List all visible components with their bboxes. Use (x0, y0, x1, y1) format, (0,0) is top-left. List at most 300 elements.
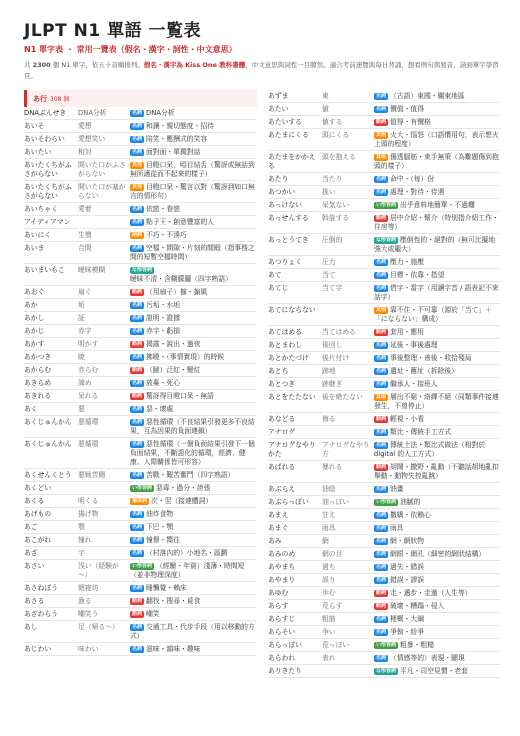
word-kanji: 諦め (78, 378, 92, 387)
word-meaning-cell (374, 428, 501, 437)
word-kana: あかす (24, 339, 45, 348)
word-kana: あまぐ (268, 523, 289, 532)
word-meaning-cell (374, 415, 501, 424)
word-kanji: 浅い（経験が～） (78, 561, 119, 579)
word-kana: あこがれ (24, 535, 52, 544)
word-kana: あとまわし (268, 340, 302, 349)
word-meaning: 目標・依靠・指望 (390, 270, 445, 279)
word-meaning-cell (374, 524, 501, 533)
word-meaning: 憧憬・嚮往 (146, 535, 180, 544)
word-row (268, 151, 501, 173)
word-meaning-cell (130, 610, 257, 619)
word-row (268, 234, 501, 256)
word-row (24, 582, 257, 595)
word-meaning: 點子王・創意豐富的人 (146, 217, 214, 226)
word-meaning: 驚訝得目瞪口呆・無語 (146, 391, 214, 400)
word-kana: DNAぶんせき (24, 108, 67, 117)
word-kana: あみ (268, 536, 282, 545)
word-kana: あくじゅんかん (24, 417, 72, 426)
word-kanji: 歩む (322, 588, 336, 597)
word-kana: あくる (24, 496, 45, 505)
word-kana: あじわい (24, 644, 52, 653)
word-row (24, 159, 257, 181)
word-meaning-cell (130, 288, 257, 297)
word-meaning: 陪笑・應酬式的笑容 (146, 134, 208, 143)
word-row (24, 534, 257, 547)
pos-badge: 其他 (132, 183, 143, 190)
word-meaning-cell (130, 353, 257, 362)
word-kanji: 開いた口が塞がらない (78, 182, 126, 200)
pos-badge: 名詞 (376, 441, 387, 448)
word-kanji: 相対 (78, 147, 92, 156)
word-kanji: 網の目 (322, 549, 343, 558)
word-kana: あかつき (24, 352, 52, 361)
word-kana: あとつぎ (268, 379, 296, 388)
word-meaning: 輕視・小看 (390, 414, 424, 423)
pos-badge: 名詞 (376, 524, 387, 531)
word-meaning-cell (374, 271, 501, 280)
word-row (268, 426, 501, 439)
pos-badge: い形容詞 (376, 641, 397, 648)
word-meaning: 值得・有價格 (390, 117, 431, 126)
word-meaning-cell (130, 497, 257, 506)
pos-badge: 名詞 (132, 301, 143, 308)
word-row (24, 364, 257, 377)
pos-badge: 其他 (376, 306, 387, 313)
pos-badge: 名詞 (376, 105, 387, 112)
word-meaning-cell (130, 645, 257, 654)
word-kanji: 証 (78, 313, 85, 322)
word-row (268, 561, 501, 574)
word-meaning-cell (130, 135, 257, 144)
word-kanji: 油絵 (322, 484, 336, 493)
word-row (24, 107, 257, 120)
word-kanji: 圧倒的 (322, 235, 343, 244)
word-meaning: 命中・（每）份 (390, 174, 435, 183)
word-meaning: 赤字・虧損 (146, 326, 180, 335)
word-kanji: 憧れ (78, 535, 92, 544)
word-meaning-cell (374, 258, 501, 267)
word-kana: あく (24, 404, 38, 413)
word-meaning-cell (374, 485, 501, 494)
word-meaning: 傷透腦筋・束手無策（為難題傷到抱頭的樣子） (374, 152, 499, 170)
word-meaning-cell (130, 584, 257, 593)
word-kanji: 後回し (322, 340, 343, 349)
word-meaning: 壓力・施壓 (390, 257, 424, 266)
word-meaning-cell (374, 463, 501, 481)
word-row (24, 595, 257, 608)
word-meaning-cell (130, 418, 257, 436)
word-kana: あかし (24, 313, 45, 322)
word-meaning: 套用・應用 (390, 327, 424, 336)
word-meaning-cell (374, 105, 501, 114)
word-row (268, 129, 501, 151)
word-kanji: 味わい (78, 644, 99, 653)
word-kanji: 値 (322, 104, 329, 113)
word-row (24, 495, 257, 508)
word-kanji: 赤らむ (78, 365, 99, 374)
word-kana: あやまり (268, 575, 296, 584)
pos-badge: 動詞 (132, 366, 143, 373)
word-kanji: 明くる (78, 496, 99, 505)
word-row (268, 304, 501, 326)
word-kanji: 網 (322, 536, 329, 545)
word-kanji: 斡旋する (322, 213, 350, 222)
word-meaning: 嘲笑 (146, 609, 160, 618)
pos-badge: な形容詞 (376, 667, 397, 674)
word-row (24, 120, 257, 133)
word-kana: あらわれ (268, 653, 296, 662)
word-kana: あみのめ (268, 549, 296, 558)
pos-badge: 名詞 (376, 654, 387, 661)
word-kanji: 垢 (78, 300, 85, 309)
word-kana: あとかたづけ (268, 353, 309, 362)
word-kanji: 誤り (322, 575, 336, 584)
word-meaning: 拂曉・（事情實現）的時候 (146, 352, 225, 361)
word-meaning: 面對面・單獨對話 (146, 147, 201, 156)
pos-badge: 名詞 (132, 109, 143, 116)
word-row (24, 390, 257, 403)
word-row (24, 438, 257, 469)
word-meaning-cell (130, 244, 257, 262)
word-meaning-cell (130, 366, 257, 375)
word-row (24, 325, 257, 338)
word-meaning-cell (130, 440, 257, 467)
word-kana: あつりょく (268, 257, 302, 266)
word-kanji (78, 218, 130, 227)
pos-badge: 名詞 (132, 645, 143, 652)
word-meaning: 油畫 (390, 484, 404, 493)
word-meaning-cell (374, 175, 501, 184)
word-meaning: 滋味・韻味・趣味 (146, 644, 201, 653)
word-row (268, 548, 501, 561)
word-meaning: 破壞・糟蹋・侵入 (390, 601, 445, 610)
word-kanji (322, 428, 374, 437)
word-meaning-cell (374, 284, 501, 302)
pos-badge: 名詞 (376, 511, 387, 518)
pos-badge: 動詞 (132, 288, 143, 295)
word-row (268, 90, 501, 103)
word-kana: あいそ (24, 121, 45, 130)
word-meaning: 惡・壞處 (146, 404, 174, 413)
word-kanji: 頭を抱える (322, 152, 356, 161)
pos-badge: 動詞 (132, 597, 143, 604)
word-meaning-cell (374, 498, 501, 507)
word-kanji: 荒っぽい (322, 640, 350, 649)
pos-badge: 動詞 (376, 118, 387, 125)
word-meaning: 居中介紹・幫介（特別指介紹工作・住房等） (374, 213, 499, 231)
word-row (268, 365, 501, 378)
word-row (24, 242, 257, 264)
word-meaning: 胡鬧・撒野・亂動（不聽話胡地亂扣舉動・動物失控亂跳） (374, 462, 499, 480)
pos-badge: 名詞 (376, 550, 387, 557)
word-row (268, 626, 501, 639)
word-meaning-cell (374, 511, 501, 520)
pos-badge: 名詞 (376, 537, 387, 544)
word-kanji (322, 667, 374, 676)
word-meaning: 延後・事後處理 (390, 340, 438, 349)
word-meaning-cell (130, 231, 257, 240)
word-list-left (24, 107, 257, 656)
word-meaning-cell (374, 306, 501, 324)
word-kanji: 当て字 (322, 283, 343, 292)
pos-badge: 名詞 (376, 271, 387, 278)
word-kanji: 後を絶たない (322, 392, 363, 401)
word-list-right (268, 90, 501, 678)
word-meaning-cell (374, 563, 501, 572)
word-kanji: 侮る (322, 414, 336, 423)
word-kanji: 呆気ない (322, 200, 350, 209)
pos-badge: 名詞 (132, 471, 143, 478)
word-kanji: 足（帰る～） (78, 622, 119, 631)
word-row (268, 639, 501, 652)
word-kanji: 争い (322, 627, 336, 636)
desc-pre: 共 (24, 61, 33, 69)
word-row (24, 508, 257, 521)
word-row (268, 326, 501, 339)
word-meaning-cell (130, 523, 257, 532)
word-kana: アナログ (268, 427, 296, 436)
word-meaning-cell (374, 589, 501, 598)
word-kana: あらす (268, 601, 289, 610)
word-kana: あげもの (24, 509, 52, 518)
pos-badge: 名詞 (376, 576, 387, 583)
word-meaning-cell (130, 218, 257, 227)
word-meaning-cell (374, 236, 501, 254)
word-row (24, 560, 257, 582)
pos-badge: 名詞 (132, 148, 143, 155)
word-meaning-cell (374, 537, 501, 546)
word-row (24, 181, 257, 203)
word-meaning-cell (374, 667, 501, 676)
word-meaning: 錯誤・謬誤 (390, 575, 424, 584)
word-row (268, 269, 501, 282)
word-meaning: 油膩的 (400, 497, 421, 506)
pos-badge: 名詞 (132, 523, 143, 530)
word-kanji: 悪循環 (78, 417, 99, 426)
word-meaning: 網・網狀物 (390, 536, 424, 545)
word-kana: あなどる (268, 414, 296, 423)
word-kanji: 油っぽい (322, 497, 350, 506)
page-subtitle: N1 單字表 ・ 常用一覽表（假名・漢字・詞性・中文意思） (24, 45, 237, 54)
word-kana: あたい (268, 104, 289, 113)
word-kana: あざわらう (24, 609, 58, 618)
pos-badge: 名詞 (132, 623, 143, 630)
word-meaning-cell (130, 484, 257, 493)
word-kana: あおぐ (24, 287, 45, 296)
word-kana: あまえ (268, 510, 289, 519)
pos-badge: 動詞 (132, 392, 143, 399)
word-kanji: 愛想 (78, 121, 92, 130)
word-kanji: 赤字 (78, 326, 92, 335)
pos-badge: 名詞 (132, 244, 143, 251)
word-row (268, 587, 501, 600)
word-kana: あいたくちがふさがらない (24, 182, 72, 200)
word-meaning-cell (374, 654, 501, 663)
word-meaning: （用扇子）搧・搧風 (146, 287, 208, 296)
pos-badge: 名詞 (132, 135, 143, 142)
word-kanji: 粗筋 (322, 614, 336, 623)
word-kana: アイディアマン (24, 217, 71, 226)
word-meaning-cell (130, 122, 257, 131)
word-kana: あぶらえ (268, 484, 296, 493)
word-meaning: 空檔・間隙・片刻的閒暇（指事務之間的短暫空檔時間） (130, 243, 255, 261)
word-kana: あやまち (268, 562, 296, 571)
word-kana: あらそい (268, 627, 296, 636)
word-row (268, 391, 501, 413)
word-meaning: 借字・當字（用讀字音 / 語表記不來話字） (374, 283, 499, 301)
word-kanji (78, 484, 130, 493)
word-kanji: 朝寝坊 (78, 583, 99, 592)
pos-badge: 名詞 (132, 440, 143, 447)
word-kana: あぶらっぽい (268, 497, 309, 506)
word-kanji: 雨具 (322, 523, 336, 532)
word-kana: あてはめる (268, 327, 302, 336)
word-kana: あばれる (268, 462, 296, 471)
word-kana: ありきたり (268, 666, 302, 675)
word-meaning: 類比・傳統手工方式 (390, 427, 452, 436)
pos-badge: な形容詞 (132, 266, 153, 273)
pos-badge: 名詞 (376, 354, 387, 361)
word-kanji: 呆れる (78, 391, 99, 400)
word-meaning-cell (130, 161, 257, 179)
pos-badge: 名詞 (132, 327, 143, 334)
word-meaning-cell (374, 641, 501, 650)
word-row (24, 203, 257, 216)
word-meaning-cell (130, 623, 257, 641)
word-kanji: 値する (322, 117, 343, 126)
pos-badge: 名詞 (132, 205, 143, 212)
word-meaning: （經驗・年資）淺薄・時間短（並非物理深度） (130, 561, 245, 579)
pos-badge: 名詞 (132, 218, 143, 225)
word-meaning: 下巴・顎 (146, 522, 174, 531)
word-kana: あつかい (268, 187, 296, 196)
word-meaning: 惡性循環（一個負面結果引發下一個負面結果，不斷惡化的循環，經濟、健康、人際關係皆可形容） (130, 439, 255, 466)
word-kana: あくじゅんかん (24, 439, 72, 448)
pos-badge: 名詞 (376, 341, 387, 348)
pos-badge: 動詞 (376, 214, 387, 221)
word-kanji: 圧力 (322, 257, 336, 266)
word-kana: あゆむ (268, 588, 289, 597)
word-meaning: （村落內的）小地名・區劃 (146, 548, 228, 557)
pos-badge: い形容詞 (376, 498, 397, 505)
word-meaning-cell (374, 441, 501, 459)
desc-mid: 個 N1 單字，依五十音順排列。 (50, 61, 144, 69)
word-row (24, 286, 257, 299)
word-meaning: （古語）東國・關東地區 (390, 91, 465, 100)
word-kana: あさる (24, 596, 45, 605)
word-meaning-cell (130, 340, 257, 349)
word-meaning-cell (130, 392, 257, 401)
word-meaning: 火大・惱怒（口語慣用句，表示想火上頭的程度） (374, 130, 499, 148)
word-meaning: 苦戰・艱苦奮鬥（四字熟語） (146, 470, 235, 479)
word-kanji: 跡継ぎ (322, 379, 343, 388)
word-row (24, 229, 257, 242)
pos-badge: 名詞 (132, 418, 143, 425)
word-kanji: アナログなやり方 (322, 440, 370, 458)
word-meaning: 梗概・大綱 (390, 614, 424, 623)
pos-badge: 名詞 (132, 353, 143, 360)
word-row (268, 212, 501, 234)
word-kanji: 漁る (78, 596, 92, 605)
word-row (268, 600, 501, 613)
word-meaning: 出乎意料地簡單・不過癮 (400, 200, 475, 209)
word-meaning: DNA分析 (146, 108, 175, 117)
pos-badge: 副詞 (132, 231, 143, 238)
word-row (268, 173, 501, 186)
word-row (268, 413, 501, 426)
word-kana: あさい (24, 561, 45, 570)
pos-badge: 名詞 (132, 510, 143, 517)
word-meaning-cell (130, 266, 257, 284)
page-description (24, 60, 502, 82)
word-kanji: 頭にくる (322, 130, 350, 139)
word-row (268, 461, 501, 483)
word-meaning-cell (130, 597, 257, 606)
word-row (268, 665, 501, 678)
word-kanji: 過ち (322, 562, 336, 571)
pos-badge: 名詞 (132, 584, 143, 591)
word-kanji: 跡地 (322, 366, 336, 375)
word-kana: あきらめ (24, 378, 52, 387)
word-meaning: 粗暴・粗糙 (400, 640, 434, 649)
word-meaning: 遺址・舊址（拆除後） (390, 366, 458, 375)
word-meaning: 層出不窮・絡繹不絕（同類事件接連發生，不曾停止） (374, 392, 499, 410)
pos-badge: 名詞 (132, 549, 143, 556)
word-kana: あっせんする (268, 213, 309, 222)
word-meaning: 過失・錯誤 (390, 562, 424, 571)
word-meaning-cell (374, 92, 501, 101)
word-row (24, 216, 257, 229)
word-row (24, 621, 257, 643)
word-kana: あいそわらい (24, 134, 65, 143)
word-row (268, 282, 501, 304)
word-kana: あいたい (24, 147, 52, 156)
word-kanji: 合間 (78, 243, 92, 252)
pos-badge: 其他 (376, 131, 387, 138)
word-meaning-cell (130, 314, 257, 323)
word-meaning-cell (374, 615, 501, 624)
word-row (268, 116, 501, 129)
word-kanji: 扱い (322, 187, 336, 196)
pos-badge: 名詞 (376, 92, 387, 99)
word-meaning-cell (374, 380, 501, 389)
word-kana: あたまをかかえる (268, 152, 316, 170)
word-kanji: 愛着 (78, 204, 92, 213)
word-kana: あくせんくとう (24, 470, 72, 479)
word-meaning-cell (130, 301, 257, 310)
word-row (24, 521, 257, 534)
pos-badge: 連体詞 (132, 497, 148, 504)
word-kana: あて (268, 270, 282, 279)
word-kanji: 当たり (322, 174, 343, 183)
word-row (24, 416, 257, 438)
word-row (268, 256, 501, 269)
word-meaning: 證明・證據 (146, 313, 180, 322)
word-kana: あいたくちがふさがらない (24, 160, 72, 178)
word-kana: あっとうてき (268, 235, 309, 244)
word-meaning-cell (130, 510, 257, 519)
word-meaning: 平凡・司空見慣・老套 (400, 666, 468, 675)
word-meaning: 惡毒・過分・誇張 (156, 483, 211, 492)
word-meaning-cell (374, 131, 501, 149)
word-meaning: 和讓・親切態度・招待 (146, 121, 214, 130)
pos-badge: 名詞 (376, 615, 387, 622)
word-kanji: 甘え (322, 510, 336, 519)
word-row (268, 186, 501, 199)
word-kana: あらっぽい (268, 640, 302, 649)
word-kana: あし (24, 622, 38, 631)
